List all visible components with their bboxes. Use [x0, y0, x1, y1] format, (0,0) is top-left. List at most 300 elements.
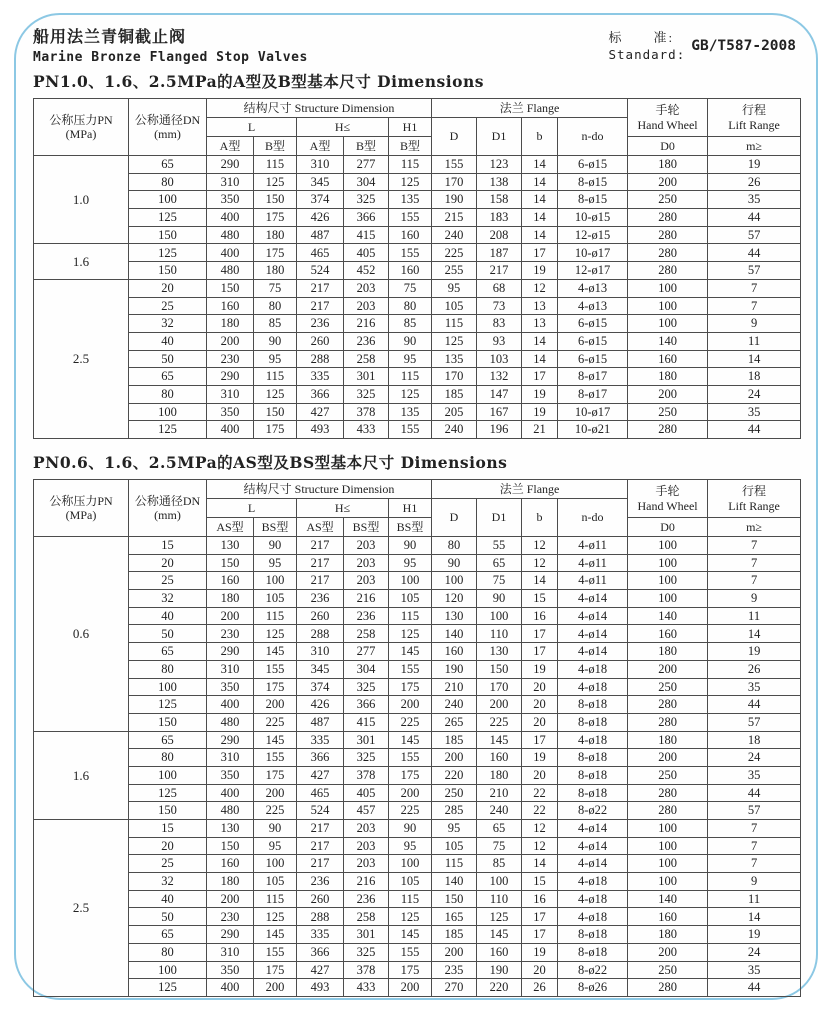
dn-cell: 125	[129, 696, 207, 714]
value-cell: 4-ø11	[558, 572, 628, 590]
table-row	[34, 696, 801, 714]
col-header-l-type-b: BS型	[254, 518, 297, 537]
value-cell: 285	[432, 802, 477, 820]
table-row	[34, 368, 801, 386]
section-title-asbs: PN0.6、1.6、2.5MPa的AS型及BS型基本尺寸 Dimensions	[33, 453, 508, 472]
dn-cell: 50	[129, 350, 207, 368]
value-cell: 250	[628, 766, 708, 784]
value-cell: 288	[297, 625, 344, 643]
value-cell: 310	[207, 943, 254, 961]
value-cell: 100	[628, 554, 708, 572]
value-cell: 280	[628, 696, 708, 714]
value-cell: 200	[207, 332, 254, 350]
value-cell: 19	[522, 403, 558, 421]
value-cell: 100	[477, 873, 522, 891]
value-cell: 100	[628, 572, 708, 590]
col-header-b: b	[522, 118, 558, 156]
value-cell: 175	[254, 678, 297, 696]
value-cell: 400	[207, 209, 254, 227]
value-cell: 304	[344, 173, 389, 191]
value-cell: 12-ø15	[558, 226, 628, 244]
value-cell: 26	[708, 660, 801, 678]
value-cell: 260	[297, 607, 344, 625]
value-cell: 115	[389, 156, 432, 174]
value-cell: 140	[432, 625, 477, 643]
table-row	[34, 784, 801, 802]
value-cell: 35	[708, 403, 801, 421]
dn-cell: 25	[129, 572, 207, 590]
col-header-d: D	[432, 499, 477, 537]
value-cell: 100	[254, 855, 297, 873]
value-cell: 24	[708, 943, 801, 961]
value-cell: 125	[254, 908, 297, 926]
dn-cell: 100	[129, 678, 207, 696]
value-cell: 8-ø18	[558, 696, 628, 714]
value-cell: 145	[254, 926, 297, 944]
value-cell: 203	[344, 855, 389, 873]
dn-cell: 125	[129, 784, 207, 802]
col-header-lift-zh: 行程	[742, 484, 767, 499]
value-cell: 115	[432, 315, 477, 333]
value-cell: 160	[628, 625, 708, 643]
col-header-dn	[129, 480, 207, 537]
value-cell: 90	[254, 332, 297, 350]
dn-cell: 50	[129, 908, 207, 926]
value-cell: 180	[628, 643, 708, 661]
table-row	[34, 961, 801, 979]
pn-group-cell: 2.5	[34, 820, 129, 997]
value-cell: 310	[207, 749, 254, 767]
value-cell: 325	[344, 385, 389, 403]
value-cell: 17	[522, 908, 558, 926]
value-cell: 160	[207, 572, 254, 590]
value-cell: 90	[254, 537, 297, 555]
value-cell: 145	[389, 643, 432, 661]
value-cell: 240	[432, 226, 477, 244]
col-header-lift	[708, 99, 801, 137]
dn-cell: 25	[129, 855, 207, 873]
col-header-pn-label: 公称压力PN	[49, 493, 113, 508]
dn-cell: 15	[129, 537, 207, 555]
table-row	[34, 749, 801, 767]
value-cell: 255	[432, 262, 477, 280]
value-cell: 225	[389, 802, 432, 820]
value-cell: 95	[389, 837, 432, 855]
value-cell: 366	[297, 749, 344, 767]
value-cell: 465	[297, 784, 344, 802]
value-cell: 374	[297, 191, 344, 209]
value-cell: 250	[628, 678, 708, 696]
value-cell: 9	[708, 315, 801, 333]
col-header-handwheel-zh: 手轮	[655, 103, 680, 118]
value-cell: 175	[254, 421, 297, 439]
table-row	[34, 297, 801, 315]
value-cell: 366	[344, 209, 389, 227]
value-cell: 14	[522, 855, 558, 873]
value-cell: 125	[389, 385, 432, 403]
value-cell: 115	[254, 607, 297, 625]
value-cell: 426	[297, 209, 344, 227]
value-cell: 8-ø18	[558, 749, 628, 767]
table-row	[34, 332, 801, 350]
value-cell: 95	[432, 279, 477, 297]
value-cell: 250	[432, 784, 477, 802]
value-cell: 7	[708, 572, 801, 590]
value-cell: 160	[432, 643, 477, 661]
dn-cell: 65	[129, 926, 207, 944]
value-cell: 203	[344, 837, 389, 855]
value-cell: 138	[477, 173, 522, 191]
col-header-l-type-a: AS型	[207, 518, 254, 537]
value-cell: 145	[254, 643, 297, 661]
value-cell: 280	[628, 713, 708, 731]
col-header-b: b	[522, 499, 558, 537]
value-cell: 225	[477, 713, 522, 731]
value-cell: 7	[708, 537, 801, 555]
value-cell: 100	[389, 855, 432, 873]
value-cell: 145	[254, 731, 297, 749]
value-cell: 4-ø14	[558, 820, 628, 838]
dn-cell: 80	[129, 749, 207, 767]
value-cell: 8-ø26	[558, 979, 628, 997]
table-row	[34, 713, 801, 731]
value-cell: 200	[628, 173, 708, 191]
value-cell: 44	[708, 421, 801, 439]
value-cell: 220	[477, 979, 522, 997]
value-cell: 433	[344, 979, 389, 997]
col-header-flange: 法兰 Flange	[432, 99, 628, 118]
value-cell: 22	[522, 784, 558, 802]
table-body-ab	[34, 156, 801, 439]
value-cell: 325	[344, 678, 389, 696]
value-cell: 90	[477, 590, 522, 608]
table-row	[34, 837, 801, 855]
value-cell: 100	[432, 572, 477, 590]
value-cell: 8-ø15	[558, 173, 628, 191]
value-cell: 26	[708, 173, 801, 191]
value-cell: 170	[432, 368, 477, 386]
table-header	[34, 480, 801, 537]
value-cell: 130	[207, 820, 254, 838]
table-row	[34, 315, 801, 333]
value-cell: 216	[344, 873, 389, 891]
table-row	[34, 926, 801, 944]
pn-group-cell: 1.6	[34, 244, 129, 279]
dn-cell: 20	[129, 837, 207, 855]
value-cell: 235	[432, 961, 477, 979]
value-cell: 100	[628, 837, 708, 855]
value-cell: 465	[297, 244, 344, 262]
table-row	[34, 643, 801, 661]
value-cell: 155	[389, 244, 432, 262]
col-header-handwheel-en: Hand Wheel	[637, 498, 698, 513]
value-cell: 12	[522, 279, 558, 297]
dn-cell: 80	[129, 173, 207, 191]
value-cell: 200	[432, 749, 477, 767]
value-cell: 288	[297, 908, 344, 926]
value-cell: 350	[207, 403, 254, 421]
value-cell: 35	[708, 961, 801, 979]
table-row	[34, 979, 801, 997]
col-header-d0: D0	[628, 518, 708, 537]
value-cell: 83	[477, 315, 522, 333]
value-cell: 7	[708, 820, 801, 838]
value-cell: 200	[207, 607, 254, 625]
standard-value: GB/T587-2008	[691, 38, 796, 55]
value-cell: 65	[477, 554, 522, 572]
value-cell: 90	[389, 537, 432, 555]
value-cell: 4-ø13	[558, 279, 628, 297]
table-row	[34, 226, 801, 244]
value-cell: 335	[297, 731, 344, 749]
dn-cell: 20	[129, 279, 207, 297]
value-cell: 13	[522, 297, 558, 315]
value-cell: 17	[522, 731, 558, 749]
value-cell: 93	[477, 332, 522, 350]
value-cell: 125	[389, 173, 432, 191]
value-cell: 366	[297, 943, 344, 961]
col-header-m: m≥	[708, 137, 801, 156]
table-row	[34, 421, 801, 439]
table-row	[34, 873, 801, 891]
col-header-h-type-b: BS型	[344, 518, 389, 537]
value-cell: 22	[522, 802, 558, 820]
value-cell: 115	[432, 855, 477, 873]
col-header-d: D	[432, 118, 477, 156]
dn-cell: 125	[129, 979, 207, 997]
value-cell: 304	[344, 660, 389, 678]
value-cell: 200	[628, 749, 708, 767]
value-cell: 19	[708, 156, 801, 174]
value-cell: 8-ø22	[558, 802, 628, 820]
col-header-handwheel	[628, 99, 708, 137]
value-cell: 225	[432, 244, 477, 262]
value-cell: 350	[207, 191, 254, 209]
value-cell: 132	[477, 368, 522, 386]
value-cell: 155	[389, 209, 432, 227]
value-cell: 11	[708, 332, 801, 350]
value-cell: 452	[344, 262, 389, 280]
value-cell: 180	[628, 368, 708, 386]
standard-label-en: Standard:	[608, 46, 686, 62]
table-row	[34, 731, 801, 749]
value-cell: 57	[708, 226, 801, 244]
value-cell: 7	[708, 855, 801, 873]
value-cell: 230	[207, 625, 254, 643]
value-cell: 480	[207, 713, 254, 731]
col-header-d0: D0	[628, 137, 708, 156]
value-cell: 260	[297, 890, 344, 908]
col-header-l: L	[207, 118, 297, 137]
value-cell: 145	[389, 731, 432, 749]
value-cell: 100	[389, 572, 432, 590]
value-cell: 250	[628, 961, 708, 979]
value-cell: 125	[389, 908, 432, 926]
value-cell: 200	[254, 979, 297, 997]
value-cell: 85	[254, 315, 297, 333]
value-cell: 4-ø14	[558, 590, 628, 608]
value-cell: 103	[477, 350, 522, 368]
pn-group-cell: 2.5	[34, 279, 129, 438]
value-cell: 4-ø18	[558, 890, 628, 908]
table-row	[34, 625, 801, 643]
value-cell: 150	[477, 660, 522, 678]
value-cell: 427	[297, 403, 344, 421]
col-header-dn	[129, 99, 207, 156]
value-cell: 105	[432, 297, 477, 315]
value-cell: 8-ø17	[558, 368, 628, 386]
value-cell: 115	[254, 890, 297, 908]
dn-cell: 125	[129, 421, 207, 439]
standard-labels	[609, 29, 686, 63]
value-cell: 100	[254, 572, 297, 590]
dn-cell: 32	[129, 590, 207, 608]
value-cell: 366	[344, 696, 389, 714]
value-cell: 493	[297, 421, 344, 439]
value-cell: 21	[522, 421, 558, 439]
dn-cell: 50	[129, 625, 207, 643]
value-cell: 250	[628, 403, 708, 421]
page-title-en: Marine Bronze Flanged Stop Valves	[33, 50, 308, 65]
value-cell: 180	[477, 766, 522, 784]
value-cell: 100	[628, 279, 708, 297]
value-cell: 200	[254, 696, 297, 714]
value-cell: 14	[522, 173, 558, 191]
value-cell: 200	[628, 385, 708, 403]
value-cell: 7	[708, 297, 801, 315]
col-header-pn-label: 公称压力PN	[49, 112, 113, 127]
col-header-d1: D1	[477, 118, 522, 156]
value-cell: 125	[254, 625, 297, 643]
value-cell: 17	[522, 625, 558, 643]
value-cell: 135	[432, 350, 477, 368]
col-header-handwheel	[628, 480, 708, 518]
value-cell: 110	[477, 890, 522, 908]
value-cell: 12	[522, 554, 558, 572]
value-cell: 480	[207, 226, 254, 244]
value-cell: 290	[207, 731, 254, 749]
col-header-h-type-b: B型	[344, 137, 389, 156]
value-cell: 185	[432, 385, 477, 403]
value-cell: 80	[432, 537, 477, 555]
value-cell: 325	[344, 943, 389, 961]
value-cell: 8-ø22	[558, 961, 628, 979]
value-cell: 524	[297, 802, 344, 820]
value-cell: 400	[207, 696, 254, 714]
value-cell: 19	[522, 660, 558, 678]
value-cell: 90	[389, 820, 432, 838]
value-cell: 236	[297, 590, 344, 608]
value-cell: 35	[708, 191, 801, 209]
dn-cell: 150	[129, 226, 207, 244]
value-cell: 4-ø14	[558, 625, 628, 643]
dn-cell: 65	[129, 368, 207, 386]
pn-group-cell: 0.6	[34, 537, 129, 732]
value-cell: 155	[254, 749, 297, 767]
value-cell: 6-ø15	[558, 332, 628, 350]
value-cell: 20	[522, 961, 558, 979]
value-cell: 115	[389, 368, 432, 386]
value-cell: 145	[389, 926, 432, 944]
value-cell: 217	[297, 554, 344, 572]
value-cell: 175	[254, 766, 297, 784]
value-cell: 125	[254, 385, 297, 403]
value-cell: 155	[389, 943, 432, 961]
value-cell: 16	[522, 607, 558, 625]
value-cell: 19	[522, 943, 558, 961]
value-cell: 44	[708, 979, 801, 997]
value-cell: 200	[389, 979, 432, 997]
value-cell: 7	[708, 279, 801, 297]
value-cell: 240	[432, 421, 477, 439]
value-cell: 405	[344, 784, 389, 802]
value-cell: 270	[432, 979, 477, 997]
value-cell: 277	[344, 643, 389, 661]
col-header-structure: 结构尺寸 Structure Dimension	[207, 99, 432, 118]
table-row	[34, 660, 801, 678]
table-row	[34, 890, 801, 908]
value-cell: 90	[389, 332, 432, 350]
value-cell: 90	[254, 820, 297, 838]
value-cell: 180	[254, 262, 297, 280]
dn-cell: 100	[129, 403, 207, 421]
value-cell: 290	[207, 368, 254, 386]
table-row	[34, 908, 801, 926]
value-cell: 175	[389, 766, 432, 784]
value-cell: 4-ø14	[558, 855, 628, 873]
value-cell: 288	[297, 350, 344, 368]
value-cell: 15	[522, 590, 558, 608]
value-cell: 200	[254, 784, 297, 802]
value-cell: 280	[628, 421, 708, 439]
value-cell: 280	[628, 262, 708, 280]
value-cell: 155	[432, 156, 477, 174]
value-cell: 175	[389, 678, 432, 696]
col-header-lift-en: Lift Range	[728, 117, 780, 132]
value-cell: 240	[477, 802, 522, 820]
value-cell: 155	[389, 660, 432, 678]
value-cell: 125	[477, 908, 522, 926]
value-cell: 26	[522, 979, 558, 997]
document-frame	[14, 13, 818, 1000]
table-row	[34, 590, 801, 608]
value-cell: 10-ø15	[558, 209, 628, 227]
value-cell: 427	[297, 766, 344, 784]
value-cell: 19	[522, 385, 558, 403]
value-cell: 150	[254, 191, 297, 209]
value-cell: 160	[207, 297, 254, 315]
col-header-structure: 结构尺寸 Structure Dimension	[207, 480, 432, 499]
value-cell: 236	[344, 607, 389, 625]
value-cell: 200	[389, 696, 432, 714]
value-cell: 310	[207, 173, 254, 191]
dn-cell: 100	[129, 191, 207, 209]
value-cell: 165	[432, 908, 477, 926]
value-cell: 80	[254, 297, 297, 315]
table-body-asbs	[34, 537, 801, 997]
value-cell: 217	[297, 820, 344, 838]
dn-cell: 100	[129, 766, 207, 784]
value-cell: 20	[522, 696, 558, 714]
value-cell: 225	[389, 713, 432, 731]
col-header-l: L	[207, 499, 297, 518]
value-cell: 400	[207, 244, 254, 262]
value-cell: 140	[628, 890, 708, 908]
value-cell: 12	[522, 537, 558, 555]
value-cell: 150	[207, 554, 254, 572]
value-cell: 140	[432, 873, 477, 891]
value-cell: 310	[297, 643, 344, 661]
